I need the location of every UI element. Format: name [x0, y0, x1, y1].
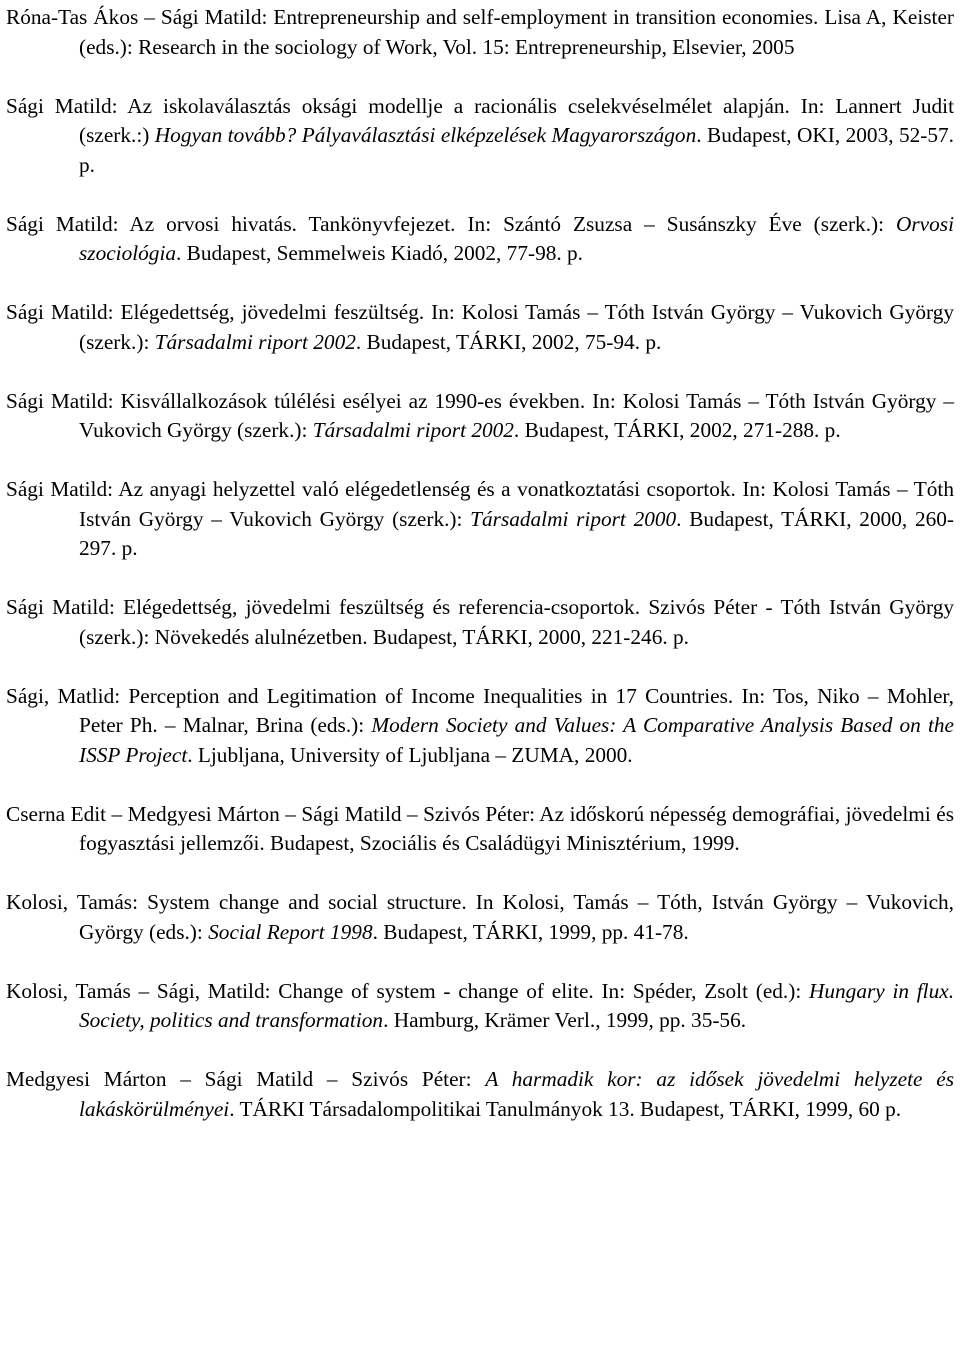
entry-title-italic: Hungary in flux. Society, politics and transformation: [79, 978, 955, 1032]
entry-title-italic: Társadalmi riport 2000: [470, 506, 677, 531]
entry-text: . Budapest, TÁRKI, 2000, 260-297. p.: [79, 506, 954, 560]
entry-title-italic: Hogyan tovább? Pályaválasztási elképzelések Magyarországon: [154, 123, 697, 147]
bibliography-entry: [6, 3, 954, 62]
entry-title-italic: Modern Society and Values: A Comparative Analysis Based on the ISSP Project: [79, 713, 954, 767]
entry-text: Kolosi, Tamás ‒ Sági, Matild: Change of system - change of elite. In: Spéder, Zsolt (ed.):: [6, 978, 809, 1003]
entry-text: Sági Matild: Kisvállalkozások túlélési esélyei az 1990-es években. In: Kolosi Tamás ‒ Tóth István György ‒ Vukovich György (szerk.):: [6, 388, 954, 442]
entry-text: Sági Matild: Az iskolaválasztás oksági modellje a racionális cselekvéselmélet alapján. In: Lannert Judit (szerk.:): [6, 93, 954, 147]
entry-text: . TÁRKI Társadalompolitikai Tanulmányok 13. Budapest, TÁRKI, 1999, 60 p.: [229, 1096, 902, 1121]
entry-text: Sági, Matlid: Perception and Legitimation of Income Inequalities in 17 Countries. In: Tos, Niko ‒ Mohler, Peter Ph. ‒ Malnar, Brina (eds.):: [6, 683, 954, 737]
entry-text: . Budapest, TÁRKI, 2002, 271-288. p.: [513, 418, 841, 442]
entry-text: . Budapest, TÁRKI, 2002, 75-94. p.: [355, 329, 662, 354]
bibliography-entry: [6, 977, 954, 1036]
entry-text: Medgyesi Márton ‒ Sági Matild ‒ Szivós Péter:: [6, 1067, 486, 1091]
entry-text: . Budapest, TÁRKI, 1999, pp. 41-78.: [372, 919, 689, 944]
bibliography-entry: [6, 888, 954, 947]
bibliography-entry: [6, 682, 954, 771]
entry-title-italic: Társadalmi riport 2002: [154, 329, 356, 354]
bibliography-entry: [6, 210, 954, 269]
entry-title-italic: Társadalmi riport 2002: [312, 418, 514, 442]
bibliography-list: [6, 3, 954, 1124]
entry-text: Róna-Tas Ákos ‒ Sági Matild: Entrepreneurship and self-employment in transition economies. Lisa A, Keister (eds.): Research in the sociology of Work, Vol. 15: Entrepreneurship, Elsevier, 2005: [6, 5, 954, 59]
entry-text: Sági Matild: Elégedettség, jövedelmi feszültség és referencia-csoportok. Szivós Péter - Tóth István György (szerk.): Növekedés alulnézetben. Budapest, TÁRKI, 2000, 221-246. p.: [6, 595, 954, 649]
bibliography-entry: [6, 800, 954, 859]
entry-title-italic: Orvosi szociológia: [79, 211, 954, 265]
entry-text: . Hamburg, Krämer Verl., 1999, pp. 35-56.: [383, 1008, 747, 1032]
entry-text: Cserna Edit ‒ Medgyesi Márton ‒ Sági Matild ‒ Szivós Péter: Az időskorú népesség demográfiai, jövedelmi és fogyasztási jellemzői. Budapest, Szociális és Családügyi Minisztérium, 1999.: [6, 801, 954, 855]
bibliography-entry: [6, 475, 954, 564]
bibliography-entry: [6, 298, 954, 357]
entry-text: . Budapest, OKI, 2003, 52-57. p.: [79, 123, 954, 177]
entry-text: . Budapest, Semmelweis Kiadó, 2002, 77-98. p.: [176, 241, 583, 265]
bibliography-entry: [6, 92, 954, 181]
bibliography-entry: [6, 387, 954, 446]
entry-title-italic: Social Report 1998: [208, 919, 373, 944]
entry-text: Kolosi, Tamás: System change and social structure. In Kolosi, Tamás ‒ Tóth, István György ‒ Vukovich, György (eds.):: [6, 890, 954, 944]
entry-text: Sági Matild: Elégedettség, jövedelmi feszültség. In: Kolosi Tamás ‒ Tóth István György ‒ Vukovich György (szerk.):: [6, 300, 954, 354]
entry-text: Sági Matild: Az anyagi helyzettel való elégedetlenség és a vonatkoztatási csoportok. In: Kolosi Tamás ‒ Tóth István György ‒ Vukovich György (szerk.):: [6, 477, 954, 531]
entry-text: . Ljubljana, University of Ljubljana ‒ ZUMA, 2000.: [187, 742, 633, 767]
entry-text: Sági Matild: Az orvosi hivatás. Tankönyvfejezet. In: Szántó Zsuzsa ‒ Susánszky Éve (szerk.):: [6, 211, 897, 236]
bibliography-entry: [6, 593, 954, 652]
bibliography-entry: [6, 1065, 954, 1124]
entry-title-italic: A harmadik kor: az idősek jövedelmi helyzete és lakáskörülményei: [79, 1067, 954, 1121]
